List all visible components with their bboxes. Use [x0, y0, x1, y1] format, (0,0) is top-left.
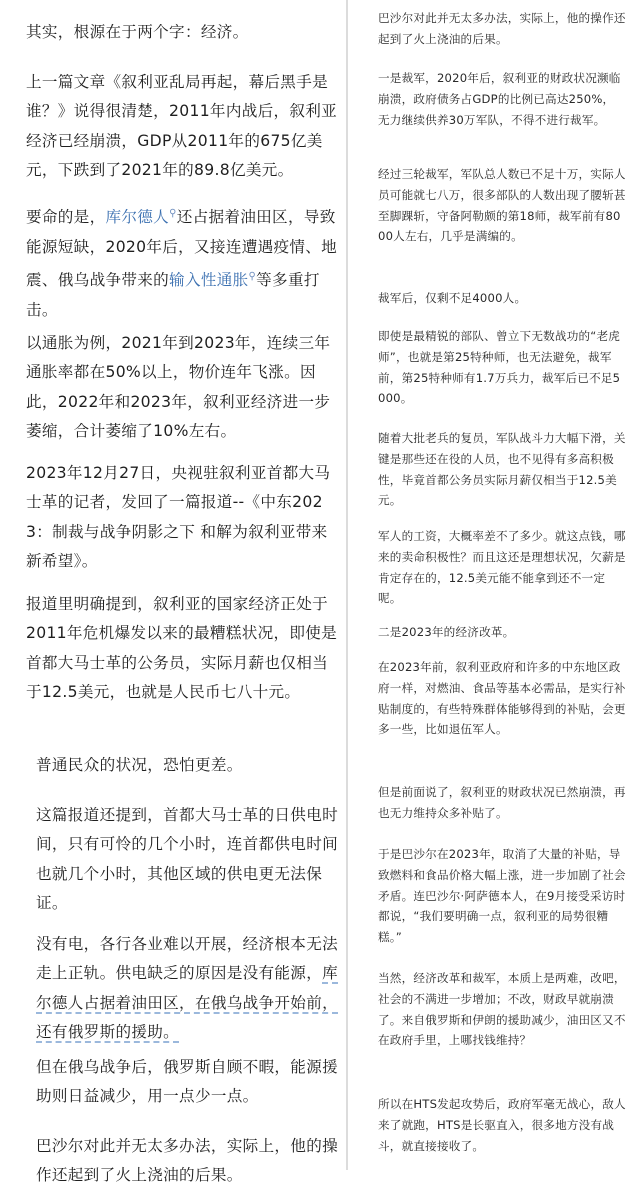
search-icon: ⚲ [248, 271, 257, 282]
paragraph: 其实，根源在于两个字：经济。 [26, 23, 249, 41]
right-column [350, 0, 636, 1170]
paragraph: 但在俄乌战争后，俄罗斯自顾不暇，能源援助则日益减少，用一点少一点。 [36, 1058, 338, 1106]
paragraph: 这篇报道还提到，首都大马士革的日供电时间，只有可怜的几个小时，连首都供电时间也就几个小时，其他区域的供电更无法保证。 [36, 806, 338, 913]
text: 还占据着油田区，导致能源短缺，2020年后，又接连遭遇疫情、地震、俄乌战争带来的 [26, 208, 338, 290]
text: 没有电，各行各业难以开展，经济根本无法走上正轨。供电缺乏的原因是没有能源， [36, 935, 338, 983]
paragraph [26, 199, 338, 325]
paragraph: 于是巴沙尔在2023年，取消了大量的补贴，导致燃料和食品价格大幅上涨，进一步加剧了社会矛盾。连巴沙尔·阿萨德本人，在9月接受采访时都说，“我们要明确一点，叙利亚的局势很糟糕。” [378, 847, 626, 945]
paragraph: 即使是最精锐的部队、曾立下无数战功的“老虎师”，也就是第25特种师，也无法避免，裁军前，第25特种师有1.7万兵力，裁军后已不足5000。 [378, 329, 621, 406]
paragraph: 巴沙尔对此并无太多办法，实际上，他的操作还起到了火上浇油的后果。 [378, 11, 626, 46]
paragraph: 军人的工资，大概率差不了多少。就这点钱，哪来的卖命积极性？而且这还是理想状况，欠薪是肯定存在的，12.5美元能不能拿到还不一定呢。 [378, 529, 626, 606]
link-label: 输入性通胀 [169, 271, 249, 290]
paragraph: 普通民众的状况，恐怕更差。 [36, 756, 243, 774]
paragraph: 2023年12月27日，央视驻叙利亚首都大马士革的记者，发回了一篇报道--《中东2023：制裁与战争阴影之下 和解为叙利亚带来新希望》。 [26, 464, 331, 571]
paragraph: 裁军后，仅剩不足4000人。 [378, 291, 527, 305]
section-heading: 二是2023年的经济改革。 [378, 625, 515, 639]
paragraph: 报道里明确提到，叙利亚的国家经济正处于2011年危机爆发以来的最糟糕状况，即使是首都大马士革的公务员，实际月薪也仅相当于12.5美元，也就是人民币七八十元。 [26, 595, 338, 702]
keyword-link-kurds[interactable] [105, 208, 176, 226]
paragraph: 一是裁军，2020年后，叙利亚的财政状况濒临崩溃，政府债务占GDP的比例已高达250%，无力继续供养30万军队，不得不进行裁军。 [378, 71, 621, 127]
paragraph: 以通胀为例，2021年到2023年，连续三年通胀率都在50%以上，物价连年飞涨。因此，2022年和2023年，叙利亚经济进一步萎缩，合计萎缩了10%左右。 [26, 334, 331, 441]
column-divider [346, 0, 348, 1170]
paragraph: 随着大批老兵的复员，军队战斗力大幅下滑，关键是那些还在役的人员，也不见得有多高积极性，毕竟首都公务员实际月薪仅相当于12.5美元。 [378, 431, 626, 508]
paragraph: 所以在HTS发起攻势后，政府军毫无战心，敌人来了就跑，HTS是长驱直入，很多地方没有战斗，就直接接收了。 [378, 1097, 626, 1153]
paragraph [36, 930, 338, 1048]
paragraph: 在2023年前，叙利亚政府和许多的中东地区政府一样，对燃油、食品等基本必需品，是实行补贴制度的，有些特殊群体能够得到的补贴，会更多一些，比如退伍军人。 [378, 660, 626, 737]
paragraph: 巴沙尔对此并无太多办法，实际上，他的操作还起到了火上浇油的后果。 [36, 1137, 338, 1185]
paragraph: 上一篇文章《叙利亚乱局再起，幕后黑手是谁？》说得很清楚，2011年内战后，叙利亚经济已经崩溃，GDP从2011年的675亿美元，下跌到了2021年的89.8亿美元。 [26, 73, 338, 180]
keyword-link-inflation[interactable] [169, 271, 256, 289]
link-label: 库尔德人 [105, 208, 170, 227]
paragraph: 经过三轮裁军，军队总人数已不足十万，实际人员可能就七八万，很多部队的人数出现了腰斩甚至脚踝斩，守备阿勒颇的第18师，裁军前有8000人左右，几乎是满编的。 [378, 167, 626, 244]
text: 等多重打击。 [26, 271, 320, 319]
search-icon: ⚲ [169, 208, 177, 219]
paragraph: 但是前面说了，叙利亚的财政状况已然崩溃，再也无力维持众多补贴了。 [378, 785, 626, 820]
highlighted-text: 库尔德人占据着油田区，在俄乌战争开始前，还有俄罗斯的援助。 [36, 964, 338, 1042]
paragraph: 当然，经济改革和裁军，本质上是两难，改吧，社会的不满进一步增加；不改，财政早就崩溃了。来自俄罗斯和伊朗的援助减少，油田区又不在政府手里，上哪找钱维持？ [378, 971, 626, 1048]
text: 要命的是， [26, 208, 106, 227]
